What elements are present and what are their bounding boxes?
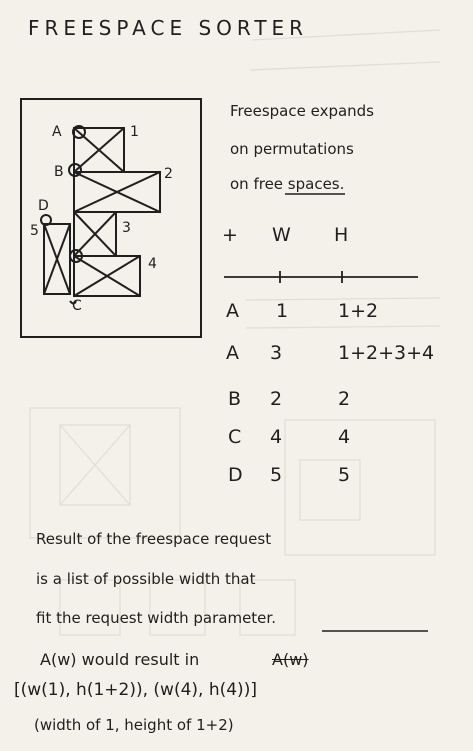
row-1-w: 1	[276, 300, 289, 322]
result-line-1: Result of the freespace request	[36, 530, 272, 548]
parameter-underline	[322, 628, 430, 634]
label-a: A	[52, 124, 62, 140]
label-b: B	[54, 164, 64, 180]
note-line-1: Freespace expands	[230, 102, 375, 120]
row-3-h: 2	[338, 388, 351, 410]
row-1-h: 1+2	[338, 300, 379, 322]
result-line-2: is a list of possible width that	[36, 570, 256, 588]
row-5-key: D	[228, 464, 243, 486]
row-5-w: 5	[270, 464, 283, 486]
row-3-key: B	[228, 388, 242, 410]
row-3-w: 2	[270, 388, 283, 410]
label-1: 1	[130, 124, 139, 140]
row-4-w: 4	[270, 426, 283, 448]
label-2: 2	[164, 166, 173, 182]
row-5-h: 5	[338, 464, 351, 486]
table-header-plus: +	[222, 224, 238, 246]
example-note: (width of 1, height of 1+2)	[34, 716, 234, 734]
example-result: [(w(1), h(1+2)), (w(4), h(4))]	[14, 680, 257, 700]
table-header-w: W	[272, 224, 291, 246]
freespace-layout-sketch	[18, 96, 208, 342]
row-2-key: A	[226, 342, 239, 364]
row-4-key: C	[228, 426, 242, 448]
label-4: 4	[148, 256, 157, 272]
example-intro: A(w) would result in	[40, 650, 200, 669]
row-1-key: A	[226, 300, 239, 322]
row-2-h: 1+2+3+4	[338, 342, 435, 364]
result-line-3: fit the request width parameter.	[36, 609, 276, 627]
row-4-h: 4	[338, 426, 351, 448]
row-2-w: 3	[270, 342, 283, 364]
free-spaces-underline	[285, 190, 345, 198]
label-d: D	[38, 198, 49, 214]
table-header-h: H	[334, 224, 349, 246]
example-struck: A(w)	[272, 650, 309, 669]
label-3: 3	[122, 220, 131, 236]
table-header-rule	[222, 270, 422, 284]
label-5: 5	[30, 223, 39, 239]
page-title: FREESPACE SORTER	[28, 16, 309, 40]
note-line-3: on free spaces.	[230, 175, 345, 193]
note-line-2: on permutations	[230, 140, 354, 158]
label-c: C	[72, 298, 82, 314]
